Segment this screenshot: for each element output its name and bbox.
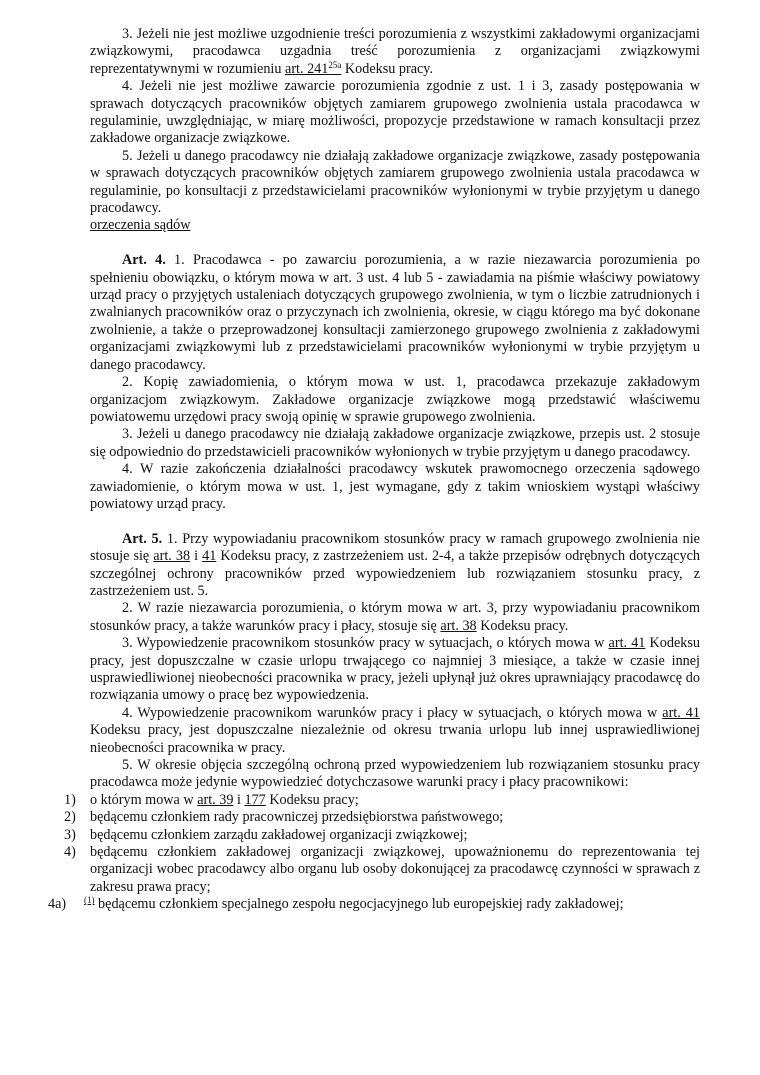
art3-paragraph-5: 5. Jeżeli u danego pracodawcy nie działają zakładowe organizacje związkowe, zasady postępowania w sprawach dotyczących pracowników objętych zamiarem grupowego zwolnienia ustala pracodawca w regulaminie, po konsultacji z przedstawicielami pracowników wyłonionymi w trybie przyjętym u danego pracodawcy. [90,147,700,217]
art-177-link[interactable]: 177 [244,791,266,808]
art4-paragraph-3: 3. Jeżeli u danego pracodawcy nie działają zakładowe organizacje związkowe, przepis ust. 2 stosuje się odpowiednio do przedstawicieli pracowników wyłonionych w trybie przyjętym u danego pracodawcy. [90,426,700,460]
court-rulings-link[interactable]: orzeczenia sądów [90,217,191,234]
art-38-link[interactable]: art. 38 [153,548,191,565]
art4-paragraph-4: 4. W razie zakończenia działalności pracodawcy wskutek prawomocnego orzeczenia sądowego zawiadomienie, o którym mowa w ust. 1, jest wymagane, gdy z takim wnioskiem wystąpi właściwy powiatowy urząd pracy. [90,461,700,512]
art-38-link[interactable]: art. 38 [440,617,477,634]
footnote-1-link[interactable]: (1) [84,895,95,906]
art5-heading: Art. 5. [122,530,163,547]
art-41-link[interactable]: 41 [202,548,217,565]
list-item: 2) będącemu członkiem rady pracowniczej przedsiębiorstwa państwowego; [64,809,504,826]
art4-paragraph-1: Art. 4. 1. Pracodawca - po zawarciu porozumienia, a w razie niezawarcia porozumienia po spełnieniu obowiązku, o którym mowa w art. 3 ust. 4 lub 5 - zawiadamia na piśmie właściwy powiatowy urząd pracy o przyjętych ustaleniach dotyczących grupowego zwolnienia, w tym o liczbie zatrudnionych i zwalnianych pracowników oraz o przyczynach ich zwolnienia, okresie, w ciągu którego ma być dokonane zwolnienie, a także o przeprowadzonej konsultacji zamierzonego grupowego zwolnienia z zakładowymi organizacjami związkowymi lub z przedstawicielami pracowników wyłonionymi w trybie przyjętym u danego pracodawcy. [90,252,700,373]
art5-paragraph-3: 3. Wypowiedzenie pracownikom stosunków pracy w sytuacjach, o których mowa w art. 41 Kodeksu pracy, jest dopuszczalne w czasie urlopu trwającego co najmniej 3 miesiące, a także w czasie innej usprawiedliwionej nieobecności pracownika w pracy, jeżeli upłynął już okres uprawniający pracodawcę do rozwiązania umowy o pracę bez wypowiedzenia. [90,635,700,704]
art4-paragraph-2: 2. Kopię zawiadomienia, o którym mowa w ust. 1, pracodawca przekazuje zakładowym organizacjom związkowym. Zakładowe organizacje związkowe mogą przedstawić właściwemu powiatowemu urzędowi pracy swoją opinię w sprawie grupowego zwolnienia. [90,374,700,425]
art5-paragraph-2: 2. W razie niezawarcia porozumienia, o którym mowa w art. 3, przy wypowiadaniu pracownikom stosunków pracy, a także warunków pracy i płacy, stosuje się art. 38 Kodeksu pracy. [90,600,700,634]
art5-paragraph-4: 4. Wypowiedzenie pracownikom warunków pracy i płacy w sytuacjach, o których mowa w art. 41 Kodeksu pracy, jest dopuszczalne niezależnie od okresu trwania urlopu lub innej usprawiedliwionej nieobecności pracownika w pracy. [90,704,700,756]
protected-employees-list [48,791,700,914]
art5-paragraph-5: 5. W okresie objęcia szczególną ochroną przed wypowiedzeniem lub rozwiązaniem stosunku pracy pracodawca może jedynie wypowiedzieć dotychczasowe warunki pracy i płacy pracownikowi: [90,757,700,791]
document-page [48,26,701,914]
art-41-link[interactable]: art. 41 [608,635,646,652]
art-241-25a-link[interactable]: art. $241^{25a}$ [285,59,342,77]
art3-paragraph-4: 4. Jeżeli nie jest możliwe zawarcie porozumienia zgodnie z ust. 1 i 3, zasady postępowania w sprawach dotyczących pracowników objętych zamiarem grupowego zwolnienia ustala pracodawca w regulaminie, uwzględniając, w miarę możliwości, propozycje przedstawione w ramach konsultacji przez zakładowe organizacje związkowe. [90,78,700,147]
list-item: 4) będącemu członkiem zakładowej organizacji związkowej, upoważnionemu do reprezentowania tej organizacji wobec pracodawcy albo organu lub osoby dokonującej za pracodawcę czynności w sprawach z zakresu prawa pracy; [64,844,700,895]
list-item: 4a) $^{(1)}$ będącemu członkiem specjalnego zespołu negocjacyjnego lub europejskiej rady zakładowej; [48,895,624,913]
list-item: 3) będącemu członkiem zarządu zakładowej organizacji związkowej; [64,826,468,843]
art-39-link[interactable]: art. 39 [197,791,234,808]
list-item: 1) o którym mowa w art. 39 i 177 Kodeksu pracy; [64,791,359,808]
art4-heading: Art. 4. [122,252,166,269]
art5-paragraph-1: Art. 5. 1. Przy wypowiadaniu pracownikom stosunków pracy w ramach grupowego zwolnienia nie stosuje się art. 38 i 41 Kodeksu pracy, z zastrzeżeniem ust. 2-4, a także przepisów odrębnych dotyczących szczególnej ochrony pracowników przed wypowiedzeniem lub rozwiązaniem stosunku pracy, z zastrzeżeniem ust. 5. [90,530,701,599]
art-41-link[interactable]: art. 41 [662,704,700,721]
art3-paragraph-3: 3. Jeżeli nie jest możliwe uzgodnienie treści porozumienia z wszystkimi zakładowymi organizacjami związkowymi, pracodawca uzgadnia treść porozumienia z organizacjami związkowymi reprezentatywnymi w rozumieniu art. $241^{25a}$ Kodeksu pracy. [90,26,700,77]
court-rulings-row [90,217,700,234]
